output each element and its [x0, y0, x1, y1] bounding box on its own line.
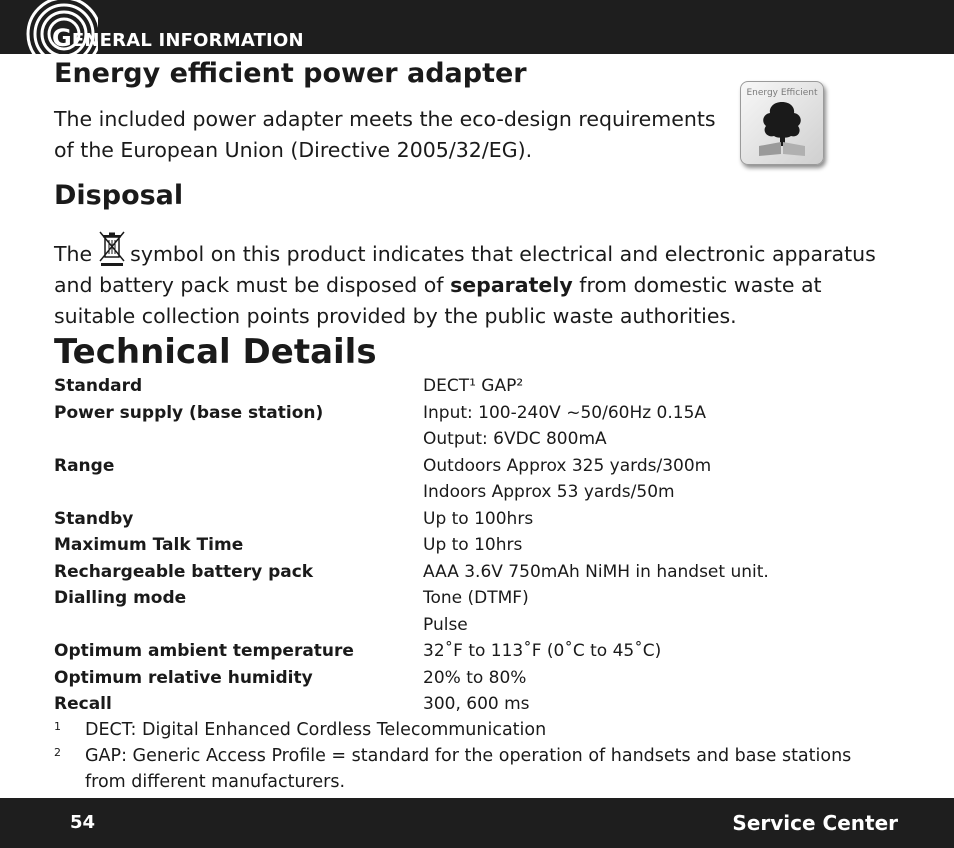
spec-label: Optimum relative humidity [54, 667, 313, 688]
spec-row [54, 426, 914, 453]
energy-paragraph [54, 104, 716, 166]
spec-label: Range [54, 455, 115, 476]
spec-row [54, 691, 914, 718]
spec-value: Outdoors Approx 325 yards/300m [423, 455, 712, 476]
disposal-heading: Disposal [54, 180, 184, 211]
spec-label: Dialling mode [54, 588, 187, 608]
footnote [54, 743, 851, 795]
energy-heading: Energy efficient power adapter [54, 58, 527, 89]
spec-label: Standard [54, 376, 143, 396]
spec-label: Rechargeable battery pack [54, 561, 314, 582]
footnote-number: 1 [54, 720, 61, 733]
spec-label: Recall [54, 694, 112, 714]
tree-icon [751, 98, 813, 160]
footnote [54, 717, 851, 743]
spec-row [54, 506, 914, 533]
spec-label: Power supply (base station) [54, 402, 324, 423]
spec-value: 32˚F to 113˚F (0˚C to 45˚C) [423, 641, 662, 661]
energy-efficient-badge [740, 81, 824, 165]
footnote-text [85, 743, 851, 795]
badge-label: Energy Efficient [746, 88, 818, 98]
spec-value: Up to 100hrs [423, 508, 534, 529]
footnote-number: 2 [54, 746, 61, 759]
page-number: 54 [70, 812, 96, 833]
spec-row [54, 559, 914, 586]
spec-value: Input: 100-240V ~50/60Hz 0.15A [423, 402, 707, 423]
text-line: of the European Union (Directive 2005/32/EG). [54, 138, 533, 162]
spec-value: AAA 3.6V 750mAh NiMH in handset unit. [423, 561, 769, 582]
footnote-text [85, 717, 851, 743]
spec-row [54, 453, 914, 480]
spec-value: Indoors Approx 53 yards/50m [423, 482, 675, 502]
text-line: from different manufacturers. [85, 772, 346, 792]
spec-label: Maximum Talk Time [54, 535, 244, 555]
spec-row [54, 612, 914, 639]
text-line: DECT: Digital Enhanced Cordless Telecommunication [85, 720, 547, 740]
spec-row [54, 373, 914, 400]
spec-value: 300, 600 ms [423, 694, 530, 714]
spec-row [54, 665, 914, 692]
spec-value: Pulse [423, 614, 468, 635]
crossed-out-bin-icon [98, 231, 126, 267]
spec-value: Output: 6VDC 800mA [423, 429, 607, 449]
spec-row [54, 400, 914, 427]
disposal-paragraph [54, 231, 876, 332]
spec-row [54, 638, 914, 665]
service-center-label: Service Center [732, 811, 898, 835]
footer-bar [0, 798, 954, 848]
spec-table [54, 373, 914, 718]
technical-details-heading: Technical Details [54, 332, 377, 372]
spec-label: Optimum ambient temperature [54, 641, 354, 661]
footnotes [54, 717, 851, 795]
text-line: The symbol on this product indicates that electrical and electronic apparatus [54, 231, 876, 270]
spec-row [54, 532, 914, 559]
spec-row [54, 479, 914, 506]
text-line: and battery pack must be disposed of separately from domestic waste at [54, 273, 822, 297]
text-line: suitable collection points provided by the public waste authorities. [54, 304, 737, 328]
spec-value: Up to 10hrs [423, 535, 523, 555]
spec-row [54, 585, 914, 612]
section-label: GENERAL INFORMATION [52, 24, 304, 52]
header-bar [0, 0, 954, 54]
text-line: GAP: Generic Access Profile = standard for the operation of handsets and base stations [85, 746, 852, 766]
spec-value: DECT¹ GAP² [423, 376, 524, 396]
spec-label: Standby [54, 508, 134, 529]
spec-value: 20% to 80% [423, 667, 527, 688]
text-line: The included power adapter meets the eco-design requirements [54, 107, 716, 131]
spec-value: Tone (DTMF) [423, 588, 529, 608]
